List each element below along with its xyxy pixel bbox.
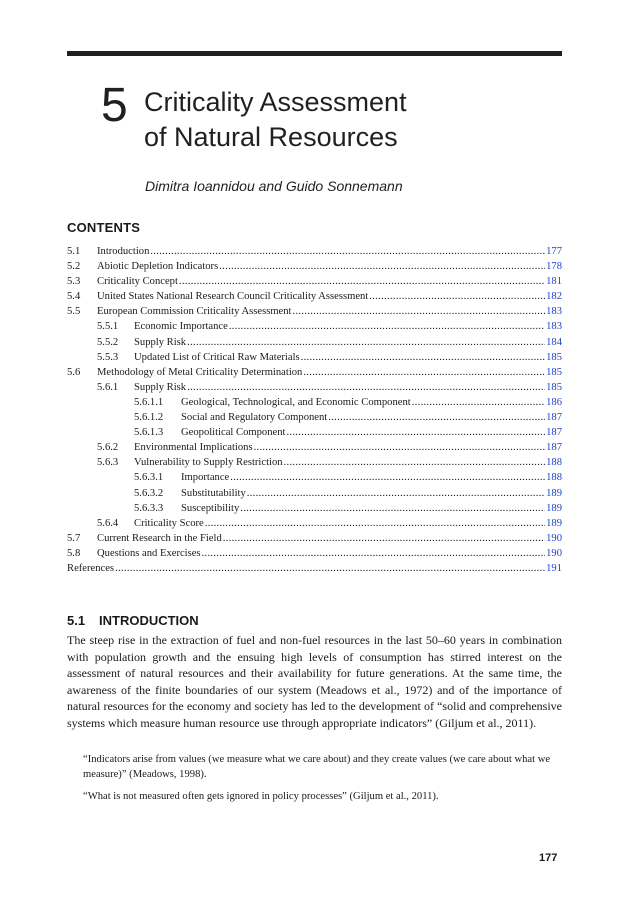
toc-page-link[interactable]: 183 — [546, 321, 562, 333]
toc-page-link[interactable]: 182 — [546, 291, 562, 303]
section-heading — [67, 613, 199, 628]
toc-leader-dots — [240, 501, 545, 516]
table-of-contents — [67, 244, 562, 576]
toc-entry[interactable] — [67, 244, 562, 259]
toc-entry-number: 5.5.2 — [97, 336, 119, 348]
toc-entry-title: Vulnerability to Supply Restriction — [134, 457, 283, 469]
toc-entry-number: 5.1 — [67, 246, 81, 257]
toc-entry-number: 5.6.1.2 — [134, 412, 164, 424]
toc-leader-dots — [293, 304, 546, 319]
toc-entry-title: Geological, Technological, and Economic Component — [181, 396, 411, 408]
toc-entry-number: 5.5.3 — [97, 351, 119, 363]
toc-entry-number: 5.6.3.1 — [134, 472, 164, 484]
toc-entry[interactable] — [67, 425, 562, 440]
toc-leader-dots — [205, 516, 545, 531]
toc-entry-title: Questions and Exercises — [97, 547, 201, 559]
toc-page-link[interactable]: 187 — [546, 412, 562, 424]
chapter-title-line-2: of Natural Resources — [144, 122, 398, 152]
chapter-number: 5 — [101, 79, 128, 132]
toc-entry-title: United States National Research Council Criticality Assessment — [97, 291, 369, 303]
toc-entry[interactable] — [67, 259, 562, 274]
toc-entry-title: Social and Regulatory Component — [181, 412, 328, 424]
toc-entry-number: 5.8 — [67, 547, 81, 559]
section-title: INTRODUCTION — [99, 613, 199, 628]
toc-leader-dots — [179, 274, 545, 289]
toc-entry[interactable] — [67, 501, 562, 516]
toc-entry[interactable] — [67, 470, 562, 485]
toc-entry-number: 5.6.3.2 — [134, 487, 164, 499]
toc-entry[interactable] — [67, 455, 562, 470]
toc-entry-number: 5.3 — [67, 276, 81, 288]
toc-entry[interactable] — [67, 274, 562, 289]
toc-leader-dots — [328, 410, 545, 425]
toc-entry-title: Criticality Concept — [97, 276, 178, 288]
toc-entry-number: 5.6.4 — [97, 517, 119, 529]
toc-leader-dots — [286, 425, 545, 440]
toc-entry[interactable] — [67, 531, 562, 546]
section-number: 5.1 — [67, 613, 86, 628]
toc-entry-title: Abiotic Depletion Indicators — [97, 261, 219, 273]
toc-leader-dots — [301, 350, 545, 365]
toc-entry-number: 5.7 — [67, 532, 81, 544]
toc-entry-title: Economic Importance — [134, 321, 228, 333]
toc-entry-number: 5.6.1 — [97, 381, 119, 393]
toc-entry-title: Methodology of Metal Criticality Determination — [97, 366, 303, 378]
toc-entry-number: 5.4 — [67, 291, 81, 303]
quote-meadows: “Indicators arise from values (we measure what we care about) and they create values (we care about what we measure)” (Meadows, 1998). — [83, 754, 551, 780]
toc-entry[interactable] — [67, 335, 562, 350]
toc-page-link[interactable]: 187 — [546, 442, 562, 454]
toc-entry-title: Current Research in the Field — [97, 532, 222, 544]
toc-entry[interactable] — [67, 546, 562, 561]
toc-leader-dots — [303, 365, 545, 380]
toc-entry-number: 5.6 — [67, 366, 81, 378]
toc-entry-title: Susceptibility — [181, 502, 240, 514]
toc-entry-number: 5.2 — [67, 261, 81, 273]
toc-entry[interactable] — [67, 395, 562, 410]
toc-leader-dots — [219, 259, 545, 274]
toc-entry-title: Substitutability — [181, 487, 246, 499]
toc-entry[interactable] — [67, 289, 562, 304]
chapter-authors: Dimitra Ioannidou and Guido Sonnemann — [145, 178, 403, 194]
toc-entry[interactable] — [67, 410, 562, 425]
toc-entry-title: Geopolitical Component — [181, 427, 286, 439]
toc-leader-dots — [187, 335, 545, 350]
toc-leader-dots — [369, 289, 545, 304]
toc-page-link[interactable]: 188 — [546, 472, 562, 484]
toc-entry[interactable] — [67, 380, 562, 395]
toc-page-link[interactable]: 190 — [546, 532, 562, 544]
toc-leader-dots — [150, 244, 545, 259]
toc-leader-dots — [187, 380, 545, 395]
toc-leader-dots — [254, 440, 546, 455]
toc-entry-number: 5.6.2 — [97, 442, 119, 454]
toc-entry-number: 5.6.3 — [97, 457, 119, 469]
toc-page-link[interactable]: 189 — [546, 517, 562, 529]
toc-entry-number: 5.6.3.3 — [134, 502, 164, 514]
toc-entry[interactable] — [67, 440, 562, 455]
toc-page-link[interactable]: 185 — [546, 351, 562, 363]
toc-page-link[interactable]: 187 — [546, 427, 562, 439]
toc-entry[interactable] — [67, 365, 562, 380]
intro-paragraph: The steep rise in the extraction of fuel and non-fuel resources in the last 50–60 years in combination with population growth and the ensuing high levels of consumption has stirred interest on the assessment of natural resources and their availability for future generations. At the same time, the awareness of the finite boundaries of our system (Meadows et al., 1972) and of the importance of natural resources for the economy and society has led to the development of “solid and comprehensive systems which measure human resource use through appropriate indicators” (Giljum et al., 2011). — [67, 633, 562, 730]
toc-page-link[interactable]: 185 — [546, 366, 562, 378]
toc-entry-title: Supply Risk — [134, 381, 187, 393]
toc-page-link[interactable]: 191 — [546, 562, 562, 574]
toc-entry-title: Supply Risk — [134, 336, 187, 348]
toc-page-link[interactable]: 181 — [546, 276, 562, 288]
toc-page-link[interactable]: 188 — [546, 457, 562, 469]
toc-page-link[interactable]: 190 — [546, 547, 562, 559]
toc-entry-title: Environmental Implications — [134, 442, 253, 454]
toc-page-link[interactable]: 178 — [546, 261, 562, 273]
toc-entry-number: 5.6.1.1 — [134, 396, 164, 408]
toc-leader-dots — [412, 395, 545, 410]
toc-entry-title: European Commission Criticality Assessment — [97, 306, 292, 318]
toc-entry[interactable] — [67, 350, 562, 365]
toc-page-link[interactable]: 189 — [546, 487, 562, 499]
toc-entry[interactable] — [67, 561, 562, 576]
toc-page-link[interactable]: 177 — [546, 246, 562, 257]
top-rule — [67, 51, 562, 56]
toc-leader-dots — [230, 470, 545, 485]
toc-entry-title: Introduction — [97, 246, 150, 257]
toc-page-link[interactable]: 189 — [546, 502, 562, 514]
toc-leader-dots — [284, 455, 546, 470]
page-number: 177 — [539, 852, 558, 864]
contents-heading: CONTENTS — [67, 220, 141, 235]
toc-entry[interactable] — [67, 486, 562, 501]
toc-page-link[interactable]: 184 — [546, 336, 562, 348]
chapter-title — [144, 85, 407, 155]
toc-page-link[interactable]: 183 — [546, 306, 562, 318]
toc-page-link[interactable]: 185 — [546, 381, 562, 393]
toc-leader-dots — [229, 319, 545, 334]
toc-leader-dots — [115, 561, 545, 576]
toc-entry-title: Importance — [181, 472, 230, 484]
toc-entry-title: References — [67, 562, 115, 574]
toc-page-link[interactable]: 186 — [546, 396, 562, 408]
toc-leader-dots — [202, 546, 546, 561]
toc-entry-title: Updated List of Critical Raw Materials — [134, 351, 300, 363]
toc-entry[interactable] — [67, 304, 562, 319]
toc-entry[interactable] — [67, 319, 562, 334]
toc-entry-number: 5.5.1 — [97, 321, 119, 333]
quote-giljum: “What is not measured often gets ignored in policy processes” (Giljum et al., 2011). — [83, 791, 439, 802]
toc-entry-title: Criticality Score — [134, 517, 204, 529]
toc-entry[interactable] — [67, 516, 562, 531]
toc-entry-number: 5.5 — [67, 306, 81, 318]
toc-entry-number: 5.6.1.3 — [134, 427, 164, 439]
toc-leader-dots — [247, 486, 545, 501]
toc-leader-dots — [223, 531, 545, 546]
chapter-title-line-1: Criticality Assessment — [144, 87, 407, 117]
